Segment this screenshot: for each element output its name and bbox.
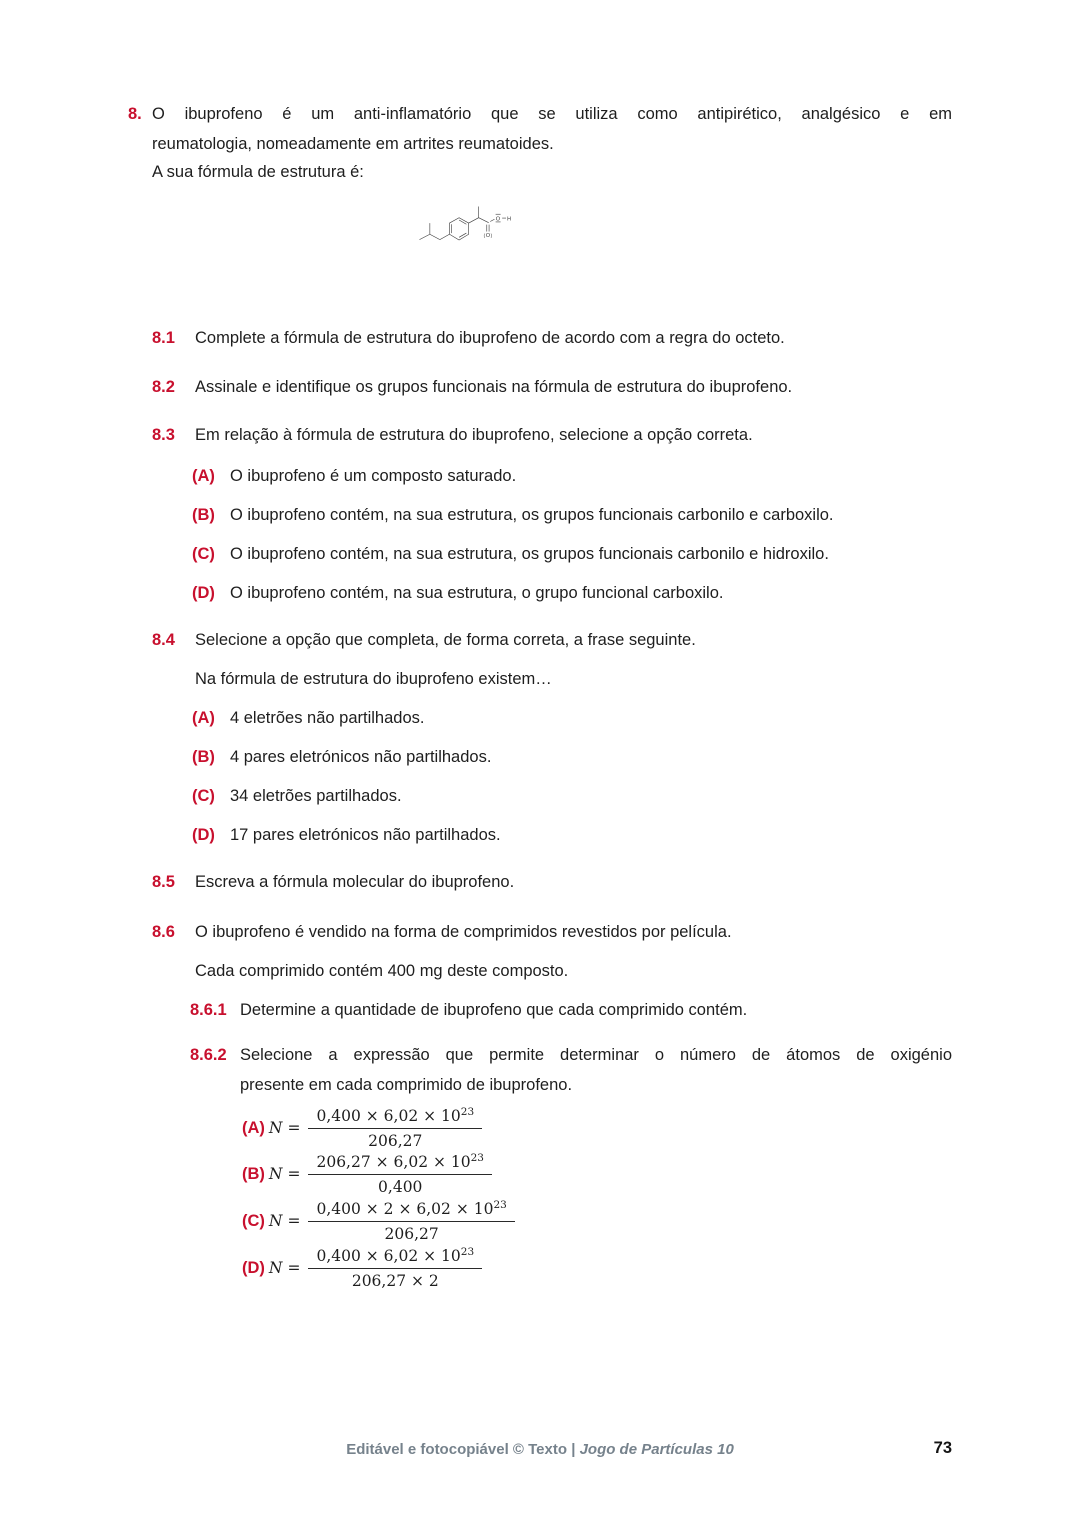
fraction-denominator: 206,27 — [384, 1225, 439, 1244]
footer-text: Editável e fotocopiável © Texto | — [346, 1441, 580, 1458]
question-text — [152, 99, 952, 159]
double-bond-inner-3 — [459, 233, 466, 237]
option-letter: (A) — [192, 709, 215, 727]
subquestion-number: 8.6.2 — [190, 1046, 227, 1064]
numerator-text: 206,27 × 6,02 × 10 — [316, 1153, 471, 1172]
equals-sign: = — [287, 1119, 301, 1138]
subquestion-text: Em relação à fórmula de estrutura do ibuprofeno, selecione a opção correta. — [195, 426, 753, 444]
subquestion-text: Determine a quantidade de ibuprofeno que cada comprimido contém. — [240, 1001, 748, 1019]
numerator-text: 0,400 × 6,02 × 10 — [316, 1247, 461, 1266]
subquestion-text: Complete a fórmula de estrutura do ibuprofeno de acordo com a regra do octeto. — [195, 329, 785, 347]
equals-sign: = — [287, 1212, 301, 1231]
math-variable: N — [268, 1259, 283, 1278]
option-8-4-c — [192, 787, 402, 806]
fraction — [308, 1106, 482, 1150]
bond-ring-ch — [469, 218, 479, 223]
option-letter: (D) — [192, 826, 215, 844]
subquestion-number: 8.3 — [152, 426, 175, 444]
ibuprofen-structure — [412, 200, 680, 325]
option-8-4-a — [192, 709, 424, 728]
subquestion-8-6-1 — [190, 1001, 747, 1020]
exponent: 23 — [460, 1106, 475, 1118]
footer-book-title: Jogo de Partículas 10 — [579, 1441, 734, 1458]
bond-ch3-ch — [419, 234, 429, 239]
option-text: 17 pares eletrónicos não partilhados. — [230, 826, 501, 844]
footer — [0, 1441, 1080, 1458]
subquestion-text: Assinale e identifique os grupos funcionais na fórmula de estrutura do ibuprofeno. — [195, 378, 793, 396]
option-text: 34 eletrões partilhados. — [230, 787, 402, 805]
option-letter: (B) — [192, 748, 215, 766]
subquestion-text: Selecione a opção que completa, de forma correta, a frase seguinte. — [195, 631, 696, 649]
subquestion-text: O ibuprofeno é vendido na forma de comprimidos revestidos por película. — [195, 923, 732, 941]
subquestion-8-5 — [152, 873, 514, 892]
subquestion-number: 8.6 — [152, 923, 175, 941]
q862-text-line1: Selecione a expressão que permite determinar o número de átomos de oxigénio — [240, 1046, 952, 1064]
option-letter: (A) — [242, 1118, 265, 1137]
equals-sign: = — [287, 1165, 301, 1184]
option-text: 4 eletrões não partilhados. — [230, 709, 425, 727]
option-letter: (D) — [242, 1258, 265, 1277]
exponent: 23 — [493, 1199, 507, 1211]
atom-h-hydroxyl: H — [507, 216, 512, 223]
subquestion-text — [240, 1040, 952, 1100]
math-variable: N — [268, 1119, 283, 1138]
option-letter: (D) — [192, 584, 215, 602]
double-bond-inner-2 — [459, 220, 466, 224]
fraction-denominator: 206,27 × 2 — [351, 1272, 439, 1291]
bond-ch2-ring — [440, 234, 450, 239]
bond-c-oh — [490, 219, 494, 221]
q86-detail: Cada comprimido contém 400 mg deste composto. — [195, 962, 569, 980]
option-8-4-d — [192, 826, 501, 845]
fraction-denominator: 206,27 — [368, 1132, 423, 1151]
option-text: O ibuprofeno contém, na sua estrutura, o grupo funcional carboxilo. — [230, 584, 724, 602]
fraction-denominator: 0,400 — [378, 1178, 423, 1197]
atom-o-hydroxyl: O — [495, 216, 501, 223]
equals-sign: = — [287, 1259, 301, 1278]
q862-text-line2: presente em cada comprimido de ibuprofeno. — [240, 1076, 573, 1094]
bond-ch-cooh — [479, 218, 489, 223]
question-number: 8. — [128, 105, 142, 123]
benzene-ring — [449, 218, 468, 240]
atom-o-carbonyl: O — [485, 232, 491, 239]
subquestion-text: Escreva a fórmula molecular do ibuprofeno. — [195, 873, 515, 891]
formula-option-a — [242, 1106, 482, 1150]
option-text: O ibuprofeno contém, na sua estrutura, os grupos funcionais carbonilo e carboxilo. — [230, 506, 834, 524]
subquestion-8-2 — [152, 378, 792, 397]
exponent: 23 — [470, 1152, 484, 1164]
fraction — [308, 1152, 492, 1196]
subquestion-8-6 — [152, 923, 732, 942]
option-text: O ibuprofeno contém, na sua estrutura, os grupos funcionais carbonilo e hidroxilo. — [230, 545, 829, 563]
formula-option-d — [242, 1246, 482, 1290]
lone-pair-paren-right: ) — [490, 232, 493, 238]
option-8-3-d — [192, 584, 723, 603]
question-text-line2: reumatologia, nomeadamente em artrites reumatoides. — [152, 135, 554, 153]
option-text: O ibuprofeno é um composto saturado. — [230, 467, 517, 485]
math-variable: N — [268, 1212, 283, 1231]
subquestion-number: 8.6.1 — [190, 1001, 227, 1019]
lone-pair-paren-left: ( — [483, 232, 486, 238]
fraction-numerator — [308, 1199, 514, 1222]
subquestion-number: 8.4 — [152, 631, 175, 649]
option-8-4-b — [192, 748, 491, 767]
subquestion-number: 8.1 — [152, 329, 175, 347]
fraction — [308, 1199, 514, 1243]
page-number: 73 — [933, 1439, 952, 1457]
option-8-3-a — [192, 467, 516, 486]
subquestion-number: 8.2 — [152, 378, 175, 396]
fraction — [308, 1246, 482, 1290]
formula-intro: A sua fórmula de estrutura é: — [152, 163, 364, 181]
option-letter: (A) — [192, 467, 215, 485]
fraction-numerator — [308, 1246, 482, 1269]
exponent: 23 — [460, 1246, 475, 1258]
option-letter: (C) — [242, 1211, 265, 1230]
option-letter: (C) — [192, 545, 215, 563]
formula-option-c — [242, 1199, 515, 1243]
bond-lines — [419, 207, 506, 240]
subquestion-8-1 — [152, 329, 785, 348]
option-8-3-c — [192, 545, 829, 564]
question-8 — [128, 99, 952, 159]
option-letter: (B) — [242, 1164, 265, 1183]
bond-ch-ch2 — [430, 234, 440, 239]
fraction-numerator — [308, 1152, 492, 1175]
numerator-text: 0,400 × 6,02 × 10 — [316, 1107, 461, 1126]
q84-lead-sentence: Na fórmula de estrutura do ibuprofeno existem… — [195, 670, 552, 688]
numerator-text: 0,400 × 2 × 6,02 × 10 — [316, 1200, 494, 1219]
option-letter: (C) — [192, 787, 215, 805]
question-text-line1: O ibuprofeno é um anti-inflamatório que se utiliza como antipirético, analgésico e em — [152, 105, 952, 123]
option-text: 4 pares eletrónicos não partilhados. — [230, 748, 492, 766]
fraction-numerator — [308, 1106, 482, 1129]
subquestion-number: 8.5 — [152, 873, 175, 891]
math-variable: N — [268, 1165, 283, 1184]
option-letter: (B) — [192, 506, 215, 524]
subquestion-8-4 — [152, 631, 696, 650]
subquestion-8-6-2 — [190, 1040, 952, 1100]
option-8-3-b — [192, 506, 834, 525]
subquestion-8-3 — [152, 426, 753, 445]
formula-option-b — [242, 1152, 492, 1196]
